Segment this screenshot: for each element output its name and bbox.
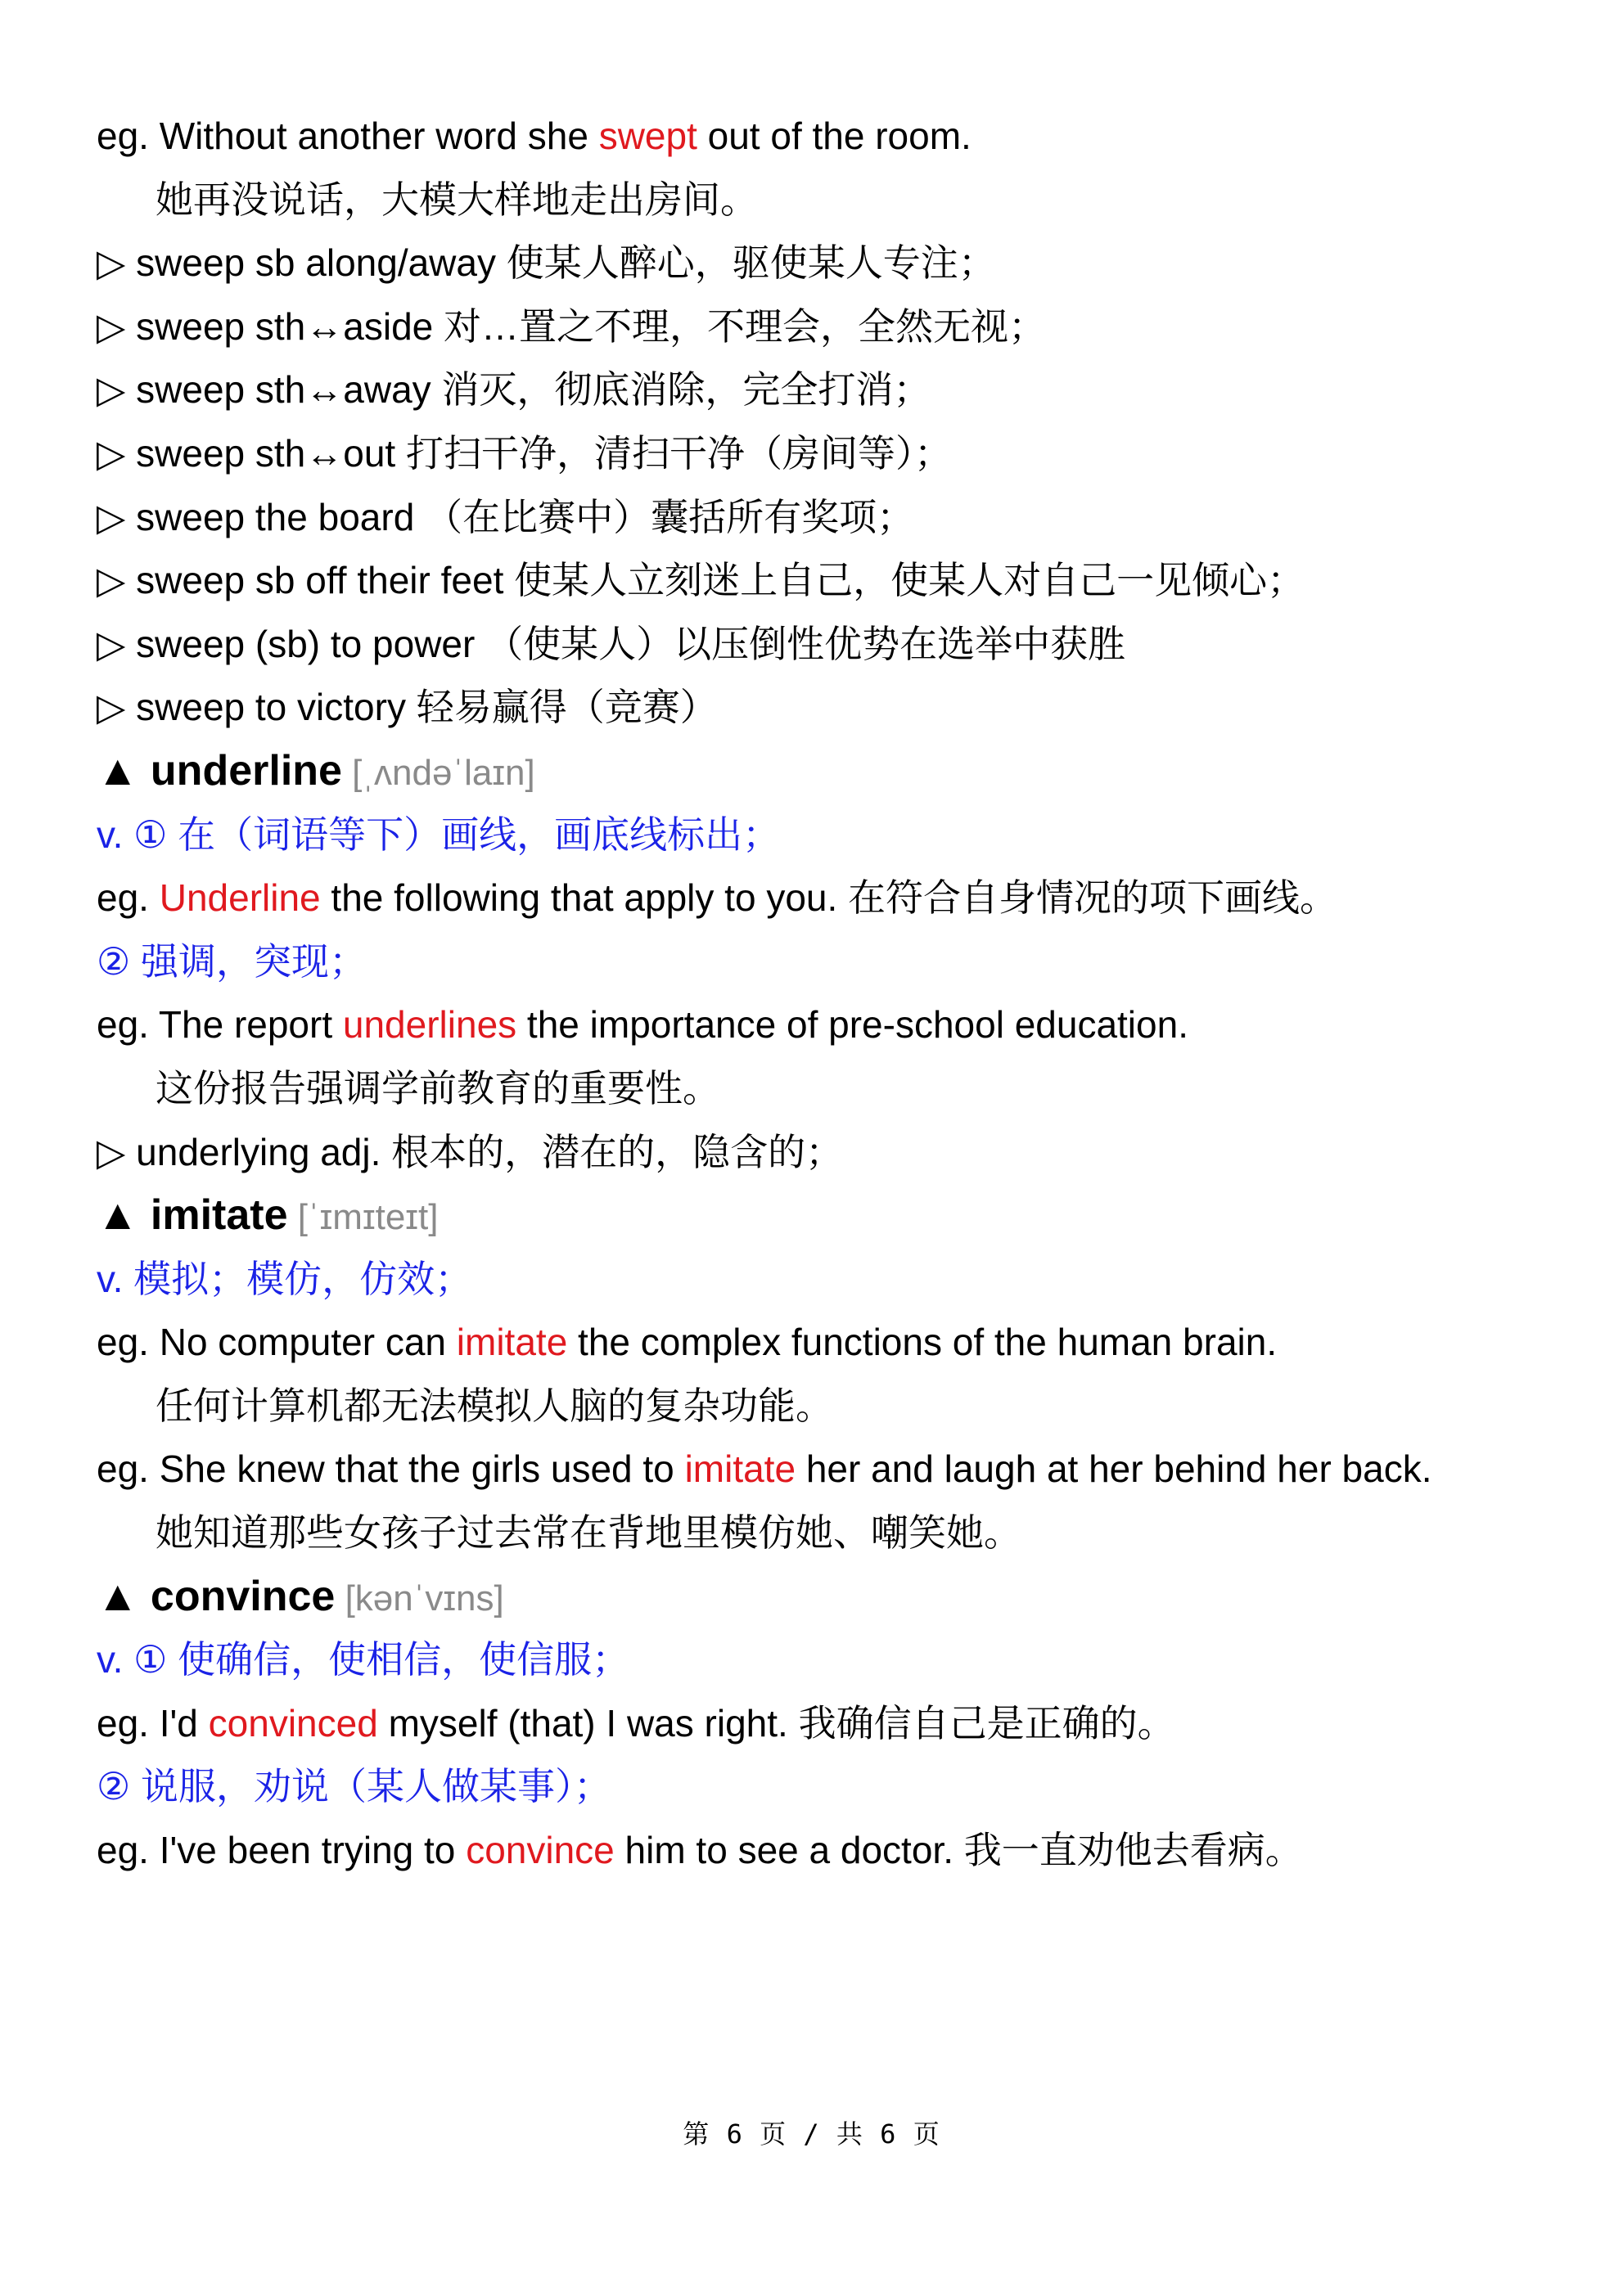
triangle-marker-icon: ▲	[97, 746, 151, 795]
definition: ② 强调，突现；	[97, 939, 367, 983]
headword-imitate	[97, 1184, 1570, 1248]
phrase-entry: ▷ sweep sb off their feet 使某人立刻迷上自己，使某人对自己一见倾心；	[97, 559, 1305, 602]
triangle-marker-icon: ▲	[97, 1191, 151, 1240]
phrase-entry: ▷ sweep sth↔aside 对…置之不理，不理会，全然无视；	[97, 304, 1047, 348]
definition: ② 说服，劝说（某人做某事）；	[97, 1765, 612, 1808]
phrase-entry: ▷ sweep sth↔out 打扫干净，清扫干净（房间等）；	[97, 431, 952, 475]
example-sentence: eg. She knew that the girls used to imitate her and laugh at her behind her back.	[97, 1447, 1432, 1491]
example-sentence: eg. Underline the following that apply to you. 在符合自身情况的项下画线。	[97, 876, 1338, 920]
highlighted-word: convince	[466, 1829, 615, 1872]
triangle-marker-icon: ▲	[97, 1572, 151, 1620]
phonetic: [ˈɪmɪteɪt]	[287, 1197, 439, 1238]
vocabulary-page	[97, 105, 1570, 1883]
phrase-entry: ▷ sweep to victory 轻易赢得（竞赛）	[97, 686, 718, 729]
headword-text: imitate	[150, 1191, 288, 1240]
highlighted-word: underlines	[342, 1003, 517, 1047]
headword-underline	[97, 740, 1570, 804]
headword-text: convince	[150, 1572, 336, 1620]
headword-convince	[97, 1565, 1570, 1629]
phrase-entry: ▷ sweep the board （在比赛中）囊括所有奖项；	[97, 495, 915, 538]
definition: v. ① 使确信，使相信，使信服；	[97, 1638, 630, 1681]
phrase-entry: ▷ underlying adj. 根本的，潜在的，隐含的；	[97, 1130, 844, 1173]
example-translation: 她知道那些女孩子过去常在背地里模仿她、嘲笑她。	[156, 1511, 1021, 1555]
example-translation: 这份报告强调学前教育的重要性。	[156, 1066, 720, 1110]
example-translation: 她再没说话，大模大样地走出房间。	[156, 178, 758, 221]
phonetic: [ˌʌndəˈlaɪn]	[341, 752, 535, 793]
example-translation: 任何计算机都无法模拟人脑的复杂功能。	[156, 1384, 833, 1427]
headword-text: underline	[150, 746, 342, 795]
definition: v. 模拟；模仿，仿效；	[97, 1257, 473, 1300]
highlighted-word: convinced	[208, 1701, 378, 1745]
phrase-entry: ▷ sweep sb along/away 使某人醉心，驱使某人专注；	[97, 241, 996, 285]
phrase-entry: ▷ sweep sth↔away 消灭，彻底消除，完全打消；	[97, 368, 931, 412]
example-sentence: eg. Without another word she swept out of the room.	[97, 115, 972, 157]
example-sentence: eg. The report underlines the importance of pre-school education.	[97, 1003, 1188, 1047]
page-number-footer: 第 6 页 / 共 6 页	[683, 2118, 940, 2150]
example-sentence: eg. I'd convinced myself (that) I was right. 我确信自己是正确的。	[97, 1701, 1175, 1745]
highlighted-word: swept	[598, 115, 697, 157]
highlighted-word: imitate	[456, 1321, 568, 1364]
highlighted-word: Underline	[159, 876, 321, 920]
phrase-entry: ▷ sweep (sb) to power （使某人）以压倒性优势在选举中获胜	[97, 622, 1126, 665]
example-sentence: eg. No computer can imitate the complex functions of the human brain.	[97, 1321, 1278, 1364]
phonetic: [kənˈvɪns]	[335, 1578, 504, 1618]
highlighted-word: imitate	[684, 1447, 796, 1491]
example-sentence: eg. I've been trying to convince him to see a doctor. 我一直劝他去看病。	[97, 1829, 1303, 1872]
definition: v. ① 在（词语等下）画线，画底线标出；	[97, 813, 781, 856]
